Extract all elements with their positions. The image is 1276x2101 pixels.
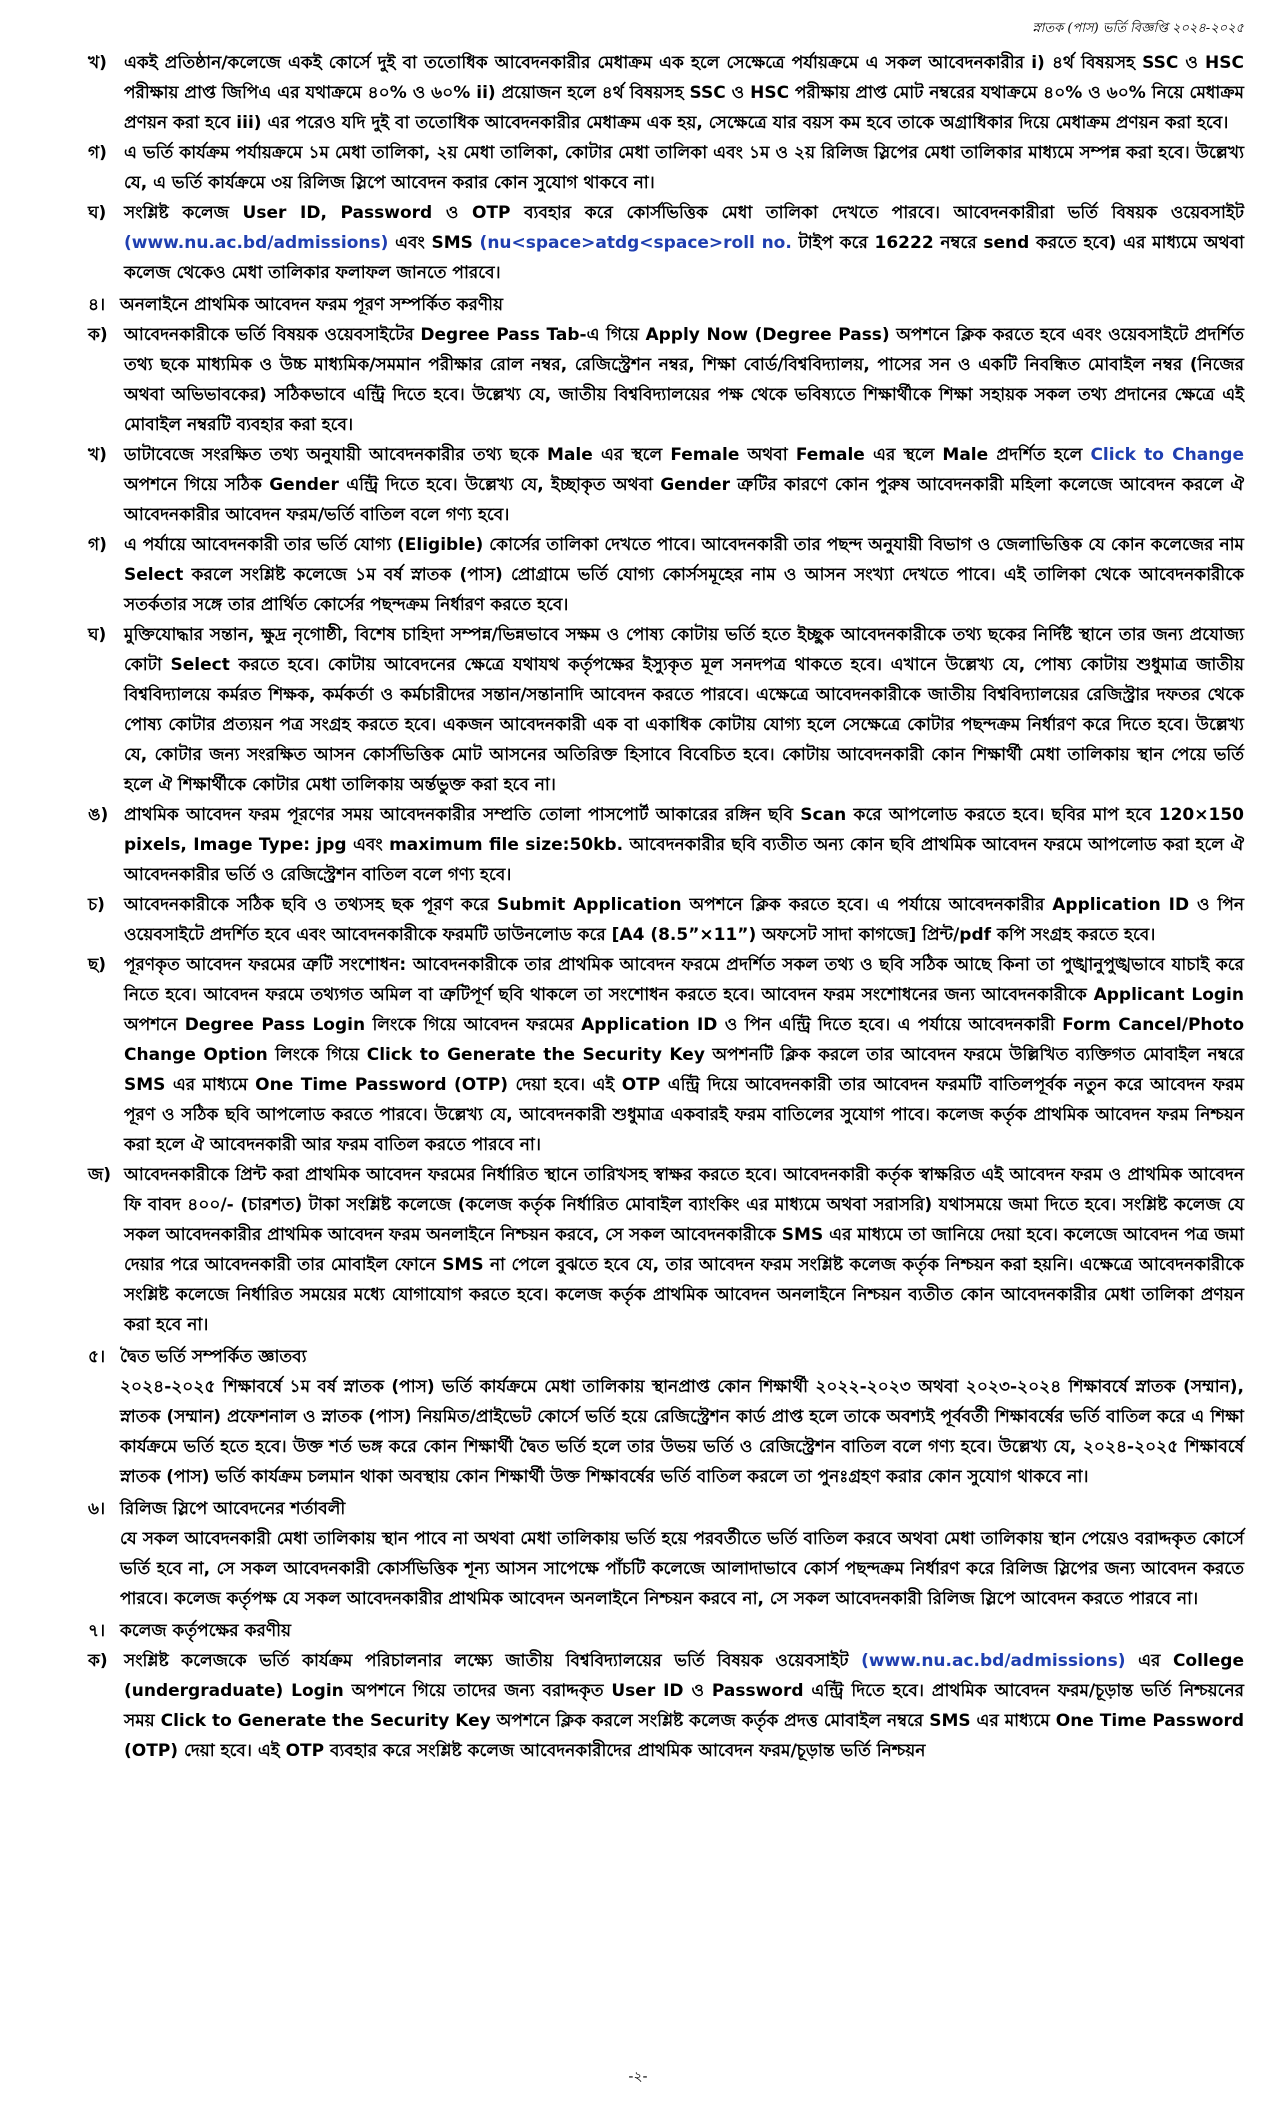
item-marker: ঘ) bbox=[88, 203, 107, 223]
sms-format-text: (nu<space>atdg<space>roll no. bbox=[479, 233, 792, 253]
item-marker: ঘ) bbox=[88, 625, 107, 645]
list-item bbox=[88, 1646, 1244, 1766]
item-marker: গ) bbox=[88, 535, 107, 555]
list-item bbox=[88, 950, 1244, 1160]
section-number: ৬। bbox=[88, 1499, 106, 1519]
item-text bbox=[124, 440, 1244, 530]
list-item bbox=[88, 440, 1244, 530]
section-heading bbox=[88, 290, 1244, 320]
item-text bbox=[124, 1646, 1244, 1766]
admissions-website-link[interactable]: (www.nu.ac.bd/admissions) bbox=[124, 233, 389, 253]
item-text-part: সংশ্লিষ্ট কলেজকে ভর্তি কার্যক্রম পরিচালনার লক্ষ্যে জাতীয় বিশ্ববিদ্যালয়ের ভর্তি বিষয়ক ওয়েবসাইট bbox=[124, 1651, 862, 1671]
section-number: ৪। bbox=[88, 295, 106, 315]
section-title: রিলিজ স্লিপে আবেদনের শর্তাবলী bbox=[120, 1499, 346, 1519]
item-text: মুক্তিযোদ্ধার সন্তান, ক্ষুদ্র নৃগোষ্ঠী, বিশেষ চাহিদা সম্পন্ন/ভিন্নভাবে সক্ষম ও পোষ্য কোটায় ভর্তি হতে ইচ্ছুক আবেদনকারীকে তথ্য ছকের নির্দিষ্ট স্থানে তার জন্য প্রযোজ্য কোটা Select করতে হবে। কোটায় আবেদনের ক্ষেত্রে যথাযথ কর্তৃপক্ষের ইস্যুকৃত মূল সনদপত্র থাকতে হবে। এখানে উল্লেখ্য যে, পোষ্য কোটায় শুধুমাত্র জাতীয় বিশ্ববিদ্যালয়ে কর্মরত শিক্ষক, কর্মকর্তা ও কর্মচারীদের সন্তান/সন্তানাদি আবেদন করতে পারবে। এক্ষেত্রে আবেদনকারীকে জাতীয় বিশ্ববিদ্যালয়ের রেজিস্ট্রার দফতর থেকে পোষ্য কোটার প্রত্যয়ন পত্র সংগ্রহ করতে হবে। একজন আবেদনকারী এক বা একাধিক কোটায় যোগ্য হলে সেক্ষেত্রে কোটার পছন্দক্রম নির্ধারণ করে দিতে হবে। উল্লেখ্য যে, কোটার জন্য সংরক্ষিত আসন কোর্সভিত্তিক মোট আসনের অতিরিক্ত হিসাবে বিবেচিত হবে। কোটায় আবেদনকারী কোন শিক্ষার্থী মেধা তালিকায় স্থান পেয়ে ভর্তি হলে ঐ শিক্ষার্থীকে কোটার মেধা তালিকায় অর্ন্তভুক্ত করা হবে না। bbox=[124, 625, 1244, 795]
list-item bbox=[88, 138, 1244, 198]
item-text: আবেদনকারীকে ভর্তি বিষয়ক ওয়েবসাইটের Degree Pass Tab-এ গিয়ে Apply Now (Degree Pass) অপশনে ক্লিক করতে হবে এবং ওয়েবসাইটে প্রদর্শিত তথ্য ছকে মাধ্যমিক ও উচ্চ মাধ্যমিক/সমমান পরীক্ষার রোল নম্বর, রেজিস্ট্রেশন নম্বর, শিক্ষা বোর্ড/বিশ্ববিদ্যালয়, পাসের সন ও একটি নিবন্ধিত মোবাইল নম্বর (নিজের অথবা অভিভাবকের) সঠিকভাবে এন্ট্রি দিতে হবে। উল্লেখ্য যে, জাতীয় বিশ্ববিদ্যালয়ের পক্ষ থেকে ভবিষ্যতে শিক্ষার্থীকে শিক্ষা সহায়ক সকল তথ্য প্রদানের ক্ষেত্রে এই মোবাইল নম্বরটি ব্যবহার করা হবে। bbox=[124, 325, 1244, 435]
click-to-change-link[interactable]: Click to Change bbox=[1090, 445, 1244, 465]
item-marker: জ) bbox=[88, 1165, 111, 1185]
item-marker: ছ) bbox=[88, 955, 107, 975]
section-title: দ্বৈত ভর্তি সম্পর্কিত জ্ঞাতব্য bbox=[120, 1347, 307, 1367]
item-marker: খ) bbox=[88, 53, 107, 73]
section-heading bbox=[88, 1616, 1244, 1646]
section-title: অনলাইনে প্রাথমিক আবেদন ফরম পূরণ সম্পর্কিত করণীয় bbox=[120, 295, 504, 315]
item-text-part: টাইপ করে 16222 নম্বরে send করতে হবে) এর মাধ্যমে অথবা কলেজ থেকেও মেধা তালিকার ফলাফল জানতে পারবে। bbox=[124, 233, 1244, 283]
item-text: আবেদনকারীকে প্রিন্ট করা প্রাথমিক আবেদন ফরমের নির্ধারিত স্থানে তারিখসহ স্বাক্ষর করতে হবে। আবেদনকারী কর্তৃক স্বাক্ষরিত এই আবেদন ফরম ও প্রাথমিক আবেদন ফি বাবদ ৪০০/- (চারশত) টাকা সংশ্লিষ্ট কলেজে (কলেজ কর্তৃক নির্ধারিত মোবাইল ব্যাংকিং এর মাধ্যমে অথবা সরাসরি) যথাসময়ে জমা দিতে হবে। সংশ্লিষ্ট কলেজ যে সকল আবেদনকারীর প্রাথমিক আবেদন ফরম অনলাইনে নিশ্চয়ন করবে, সে সকল আবেদনকারীকে SMS এর মাধ্যমে তা জানিয়ে দেয়া হবে। কলেজে আবেদন পত্র জমা দেয়ার পরে আবেদনকারী তার মোবাইল ফোনে SMS না পেলে বুঝতে হবে যে, তার আবেদন ফরম সংশ্লিষ্ট কলেজ কর্তৃক নিশ্চয়ন করা হয়নি। এক্ষেত্রে আবেদনকারীকে সংশ্লিষ্ট কলেজে নির্ধারিত সময়ের মধ্যে যোগাযোগ করতে হবে। কলেজ কর্তৃক প্রাথমিক আবেদন অনলাইনে নিশ্চয়ন ব্যতীত কোন আবেদনকারীর মেধা তালিকা প্রণয়ন করা হবে না। bbox=[124, 1165, 1244, 1335]
section-number: ৫। bbox=[88, 1347, 106, 1367]
list-item bbox=[88, 320, 1244, 440]
item-marker: ঙ) bbox=[88, 805, 109, 825]
item-marker: ক) bbox=[88, 325, 108, 345]
page-number: -২- bbox=[628, 2069, 648, 2085]
section-number: ৭। bbox=[88, 1621, 106, 1641]
admissions-website-link[interactable]: (www.nu.ac.bd/admissions) bbox=[861, 1651, 1126, 1671]
item-text: এ ভর্তি কার্যক্রম পর্যায়ক্রমে ১ম মেধা তালিকা, ২য় মেধা তালিকা, কোটার মেধা তালিকা এবং ১ম ও ২য় রিলিজ স্লিপের মেধা তালিকার মাধ্যমে সম্পন্ন করা হবে। উল্লেখ্য যে, এ ভর্তি কার্যক্রমে ৩য় রিলিজ স্লিপে আবেদন করার কোন সুযোগ থাকবে না। bbox=[124, 143, 1244, 193]
section-paragraph: যে সকল আবেদনকারী মেধা তালিকায় স্থান পাবে না অথবা মেধা তালিকায় ভর্তি হয়ে পরবর্তীতে ভর্তি বাতিল করবে অথবা মেধা তালিকায় স্থান পেয়েও বরাদ্দকৃত কোর্সে ভর্তি হবে না, সে সকল আবেদনকারী কোর্সভিত্তিক শূন্য আসন সাপেক্ষে পাঁচটি কলেজে আলাদাভাবে কোর্স পছন্দক্রম নির্ধারণ করে রিলিজ স্লিপের জন্য আবেদন করতে পারবে। কলেজ কর্তৃপক্ষ যে সকল আবেদনকারীর প্রাথমিক আবেদন অনলাইনে নিশ্চয়ন করবে না, সে সকল আবেদনকারী রিলিজ স্লিপে আবেদন করতে পারবে না। bbox=[120, 1529, 1244, 1609]
item-text bbox=[124, 198, 1244, 288]
section-paragraph: ২০২৪-২০২৫ শিক্ষাবর্ষে ১ম বর্ষ স্নাতক (পাস) ভর্তি কার্যক্রমে মেধা তালিকায় স্থানপ্রাপ্ত কোন শিক্ষার্থী ২০২২-২০২৩ অথবা ২০২৩-২০২৪ শিক্ষাবর্ষে স্নাতক (সম্মান), স্নাতক (সম্মান) প্রফেশনাল ও স্নাতক (পাস) নিয়মিত/প্রাইভেট কোর্সে ভর্তি হয়ে রেজিস্ট্রেশন কার্ড প্রাপ্ত হলে তাকে অবশ্যই পূর্ববর্তী শিক্ষাবর্ষের ভর্তি বাতিল করে এ শিক্ষা কার্যক্রমে ভর্তি হতে হবে। উক্ত শর্ত ভঙ্গ করে কোন শিক্ষার্থী দ্বৈত ভর্তি হলে তার উভয় ভর্তি ও রেজিস্ট্রেশন বাতিল বলে গণ্য হবে। উল্লেখ্য যে, ২০২৪-২০২৫ শিক্ষাবর্ষে স্নাতক (পাস) ভর্তি কার্যক্রম চলমান থাকা অবস্থায় কোন শিক্ষার্থী উক্ত শিক্ষাবর্ষের ভর্তি বাতিল করলে তা পুনঃগ্রহণ করার কোন সুযোগ থাকবে না। bbox=[120, 1377, 1245, 1487]
list-item bbox=[88, 620, 1244, 800]
item-text: আবেদনকারীকে সঠিক ছবি ও তথ্যসহ ছক পূরণ করে Submit Application অপশনে ক্লিক করতে হবে। এ পর্যায়ে আবেদনকারীর Application ID ও পিন ওয়েবসাইটে প্রদর্শিত হবে এবং আবেদনকারীকে ফরমটি ডাউনলোড করে [A4 (8.5”×11”) অফসেট সাদা কাগজে] প্রিন্ট/pdf কপি সংগ্রহ করতে হবে। bbox=[124, 895, 1244, 945]
item-text: এ পর্যায়ে আবেদনকারী তার ভর্তি যোগ্য (Eligible) কোর্সের তালিকা দেখতে পাবে। আবেদনকারী তার পছন্দ অনুযায়ী বিভাগ ও জেলাভিত্তিক যে কোন কলেজের নাম Select করলে সংশ্লিষ্ট কলেজে ১ম বর্ষ স্নাতক (পাস) প্রোগ্রামে ভর্তি যোগ্য কোর্সসমূহের নাম ও আসন সংখ্যা দেখতে পাবে। এই তালিকা থেকে আবেদনকারীকে সতর্কতার সঙ্গে তার প্রার্থিত কোর্সের পছন্দক্রম নির্ধারণ করতে হবে। bbox=[124, 535, 1244, 615]
list-item bbox=[88, 1160, 1244, 1340]
list-item bbox=[88, 800, 1244, 890]
list-item bbox=[88, 48, 1244, 138]
section-heading bbox=[88, 1494, 1244, 1524]
item-text-part: এর College (undergraduate) Login অপশনে গিয়ে তাদের জন্য বরাদ্দকৃত User ID ও Password এন্ট্রি দিতে হবে। প্রাথমিক আবেদন ফরম/চূড়ান্ত ভর্তি নিশ্চয়নের সময় Click to Generate the Security Key অপশনে ক্লিক করলে সংশ্লিষ্ট কলেজ কর্তৃক প্রদত্ত মোবাইল নম্বরে SMS এর মাধ্যমে One Time Password (OTP) দেয়া হবে। এই OTP ব্যবহার করে সংশ্লিষ্ট কলেজ আবেদনকারীদের প্রাথমিক আবেদন ফরম/চূড়ান্ত ভর্তি নিশ্চয়ন bbox=[124, 1651, 1244, 1761]
item-text: প্রাথমিক আবেদন ফরম পূরণের সময় আবেদনকারীর সম্প্রতি তোলা পাসপোর্ট আকারের রঙ্গিন ছবি Scan করে আপলোড করতে হবে। ছবির মাপ হবে 120×150 pixels, Image Type: jpg এবং maximum file size:50kb. আবেদনকারীর ছবি ব্যতীত অন্য কোন ছবি প্রাথমিক আবেদন ফরমে আপলোড করা হলে ঐ আবেদনকারীর ভর্তি ও রেজিস্ট্রেশন বাতিল বলে গণ্য হবে। bbox=[124, 805, 1244, 885]
item-text-part: অপশনে গিয়ে সঠিক Gender এন্ট্রি দিতে হবে। উল্লেখ্য যে, ইচ্ছাকৃত অথবা Gender ত্রুটির কারণে কোন পুরুষ আবেদনকারী মহিলা কলেজে আবেদন করলে ঐ আবেদনকারীর আবেদন ফরম/ভর্তি বাতিল বলে গণ্য হবে। bbox=[124, 475, 1244, 525]
section-heading bbox=[88, 1342, 1244, 1372]
item-text: একই প্রতিষ্ঠান/কলেজে একই কোর্সে দুই বা ততোধিক আবেদনকারীর মেধাক্রম এক হলে সেক্ষেত্রে পর্যায়ক্রমে এ সকল আবেদনকারীর i) ৪র্থ বিষয়সহ SSC ও HSC পরীক্ষায় প্রাপ্ত জিপিএ এর যথাক্রমে ৪০% ও ৬০% ii) প্রয়োজন হলে ৪র্থ বিষয়সহ SSC ও HSC পরীক্ষায় প্রাপ্ত মোট নম্বরের যথাক্রমে ৪০% ও ৬০% নিয়ে মেধাক্রম প্রণয়ন করা হবে iii) এর পরেও যদি দুই বা ততোধিক আবেদনকারীর মেধাক্রম এক হয়, সেক্ষেত্রে যার বয়স কম হবে তাকে অগ্রাধিকার দিয়ে মেধাক্রম প্রণয়ন করা হবে। bbox=[124, 53, 1244, 133]
item-text: পূরণকৃত আবেদন ফরমের ত্রুটি সংশোধন: আবেদনকারীকে তার প্রাথমিক আবেদন ফরমে প্রদর্শিত সকল তথ্য ও ছবি সঠিক আছে কিনা তা পুঙ্খানুপুঙ্খভাবে যাচাই করে নিতে হবে। আবেদন ফরমে তথ্যগত অমিল বা ত্রুটিপূর্ণ ছবি থাকলে তা সংশোধন করতে হবে। আবেদন ফরম সংশোধনের জন্য আবেদনকারীকে Applicant Login অপশনে Degree Pass Login লিংকে গিয়ে আবেদন ফরমের Application ID ও পিন এন্ট্রি দিতে হবে। এ পর্যায়ে আবেদনকারী Form Cancel/Photo Change Option লিংকে গিয়ে Click to Generate the Security Key অপশনটি ক্লিক করলে তার আবেদন ফরমে উল্লিখিত ব্যক্তিগত মোবাইল নম্বরে SMS এর মাধ্যমে One Time Password (OTP) দেয়া হবে। এই OTP এন্ট্রি দিয়ে আবেদনকারী তার আবেদন ফরমটি বাতিলপূর্বক নতুন করে আবেদন ফরম পূরণ ও সঠিক ছবি আপলোড করতে পারবে। উল্লেখ্য যে, আবেদনকারী শুধুমাত্র একবারই ফরম বাতিলের সুযোগ পাবে। কলেজ কর্তৃক প্রাথমিক আবেদন ফরম নিশ্চয়ন করা হলে ঐ আবেদনকারী আর ফরম বাতিল করতে পারবে না। bbox=[124, 955, 1244, 1155]
section-title: কলেজ কর্তৃপক্ষের করণীয় bbox=[120, 1621, 291, 1641]
item-marker: ক) bbox=[88, 1651, 108, 1671]
item-marker: গ) bbox=[88, 143, 107, 163]
item-text-part: এবং SMS bbox=[388, 233, 480, 253]
item-text-part: ডাটাবেজে সংরক্ষিত তথ্য অনুযায়ী আবেদনকারীর তথ্য ছকে Male এর স্থলে Female অথবা Female এর স্থলে Male প্রদর্শিত হলে bbox=[124, 445, 1091, 465]
document-header-title: স্নাতক (পাস) ভর্তি বিজ্ঞপ্তি ২০২৪-২০২৫ bbox=[1032, 21, 1244, 36]
list-item bbox=[88, 198, 1244, 288]
list-item bbox=[88, 530, 1244, 620]
item-text-part: সংশ্লিষ্ট কলেজ User ID, Password ও OTP ব্যবহার করে কোর্সভিত্তিক মেধা তালিকা দেখতে পারবে। আবেদনকারীরা ভর্তি বিষয়ক ওয়েবসাইট bbox=[124, 203, 1244, 223]
item-marker: খ) bbox=[88, 445, 107, 465]
list-item bbox=[88, 890, 1244, 950]
item-marker: চ) bbox=[88, 895, 105, 915]
document-body bbox=[88, 48, 1244, 1766]
